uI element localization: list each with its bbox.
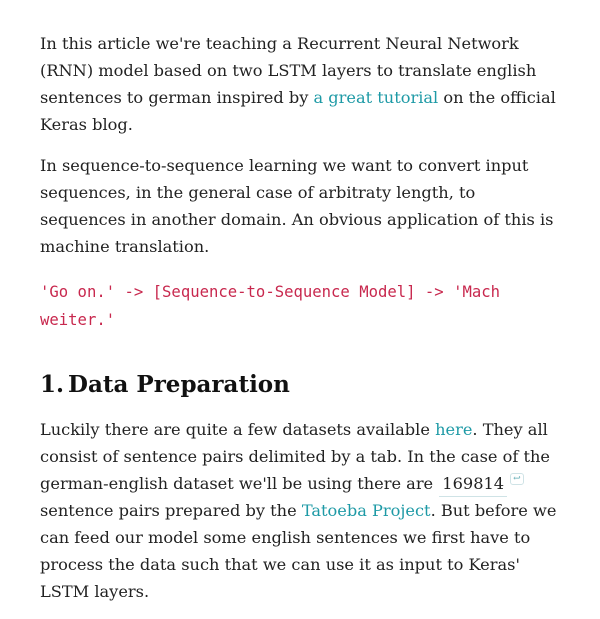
copy-icon[interactable]: ↩ xyxy=(510,473,524,485)
intro-text-start: In this article we're teaching a Recurrent Neural Network (RNN) model based on two LSTM layers to translate english sentences to german inspired by xyxy=(40,34,537,107)
section-number: 1. xyxy=(40,371,65,398)
keras-tutorial-link[interactable]: a great tutorial xyxy=(313,88,439,107)
article-body xyxy=(40,30,565,619)
definition-paragraph: In sequence-to-sequence learning we want to convert input sequences, in the general case of arbitraty length, to sequences in another domain. An obvious application of this is machine translation. xyxy=(40,156,554,256)
data-text-1: Luckily there are quite a few datasets available xyxy=(40,420,436,439)
intro-paragraph xyxy=(40,30,565,138)
data-paragraph xyxy=(40,416,565,605)
tatoeba-project-link[interactable]: Tatoeba Project xyxy=(301,501,431,520)
intro-text-end: on the official Keras blog. xyxy=(40,88,556,134)
data-text-3: sentence pairs prepared by the xyxy=(40,501,302,520)
sentence-count: 169814 xyxy=(439,472,507,497)
data-text-2: . They all consist of sentence pairs delimited by a tab. In the case of the german-english dataset we'll be using there are xyxy=(40,420,550,493)
data-text-4: . But before we can feed our model some english sentences we first have to process the data such that we can use it as input to Keras' LSTM layers. xyxy=(40,501,557,601)
datasets-link[interactable]: here xyxy=(435,420,473,439)
code-example: 'Go on.' -> [Sequence-to-Sequence Model] -> 'Mach weiter.' xyxy=(40,283,510,329)
section-heading xyxy=(40,370,565,400)
section-title: Data Preparation xyxy=(68,371,290,398)
